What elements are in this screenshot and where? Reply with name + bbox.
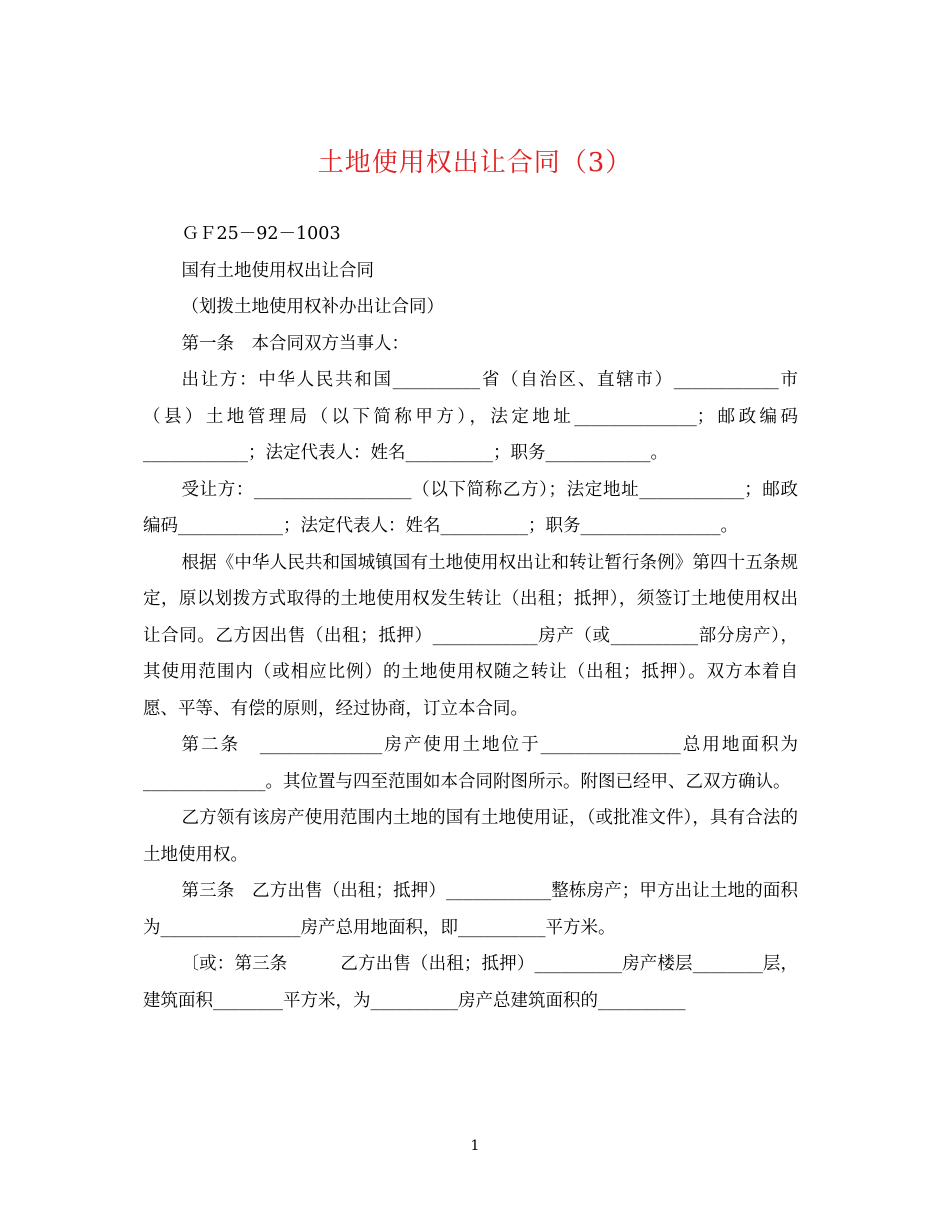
grantee-paragraph: 受让方：__________________（以下简称乙方）；法定地址____________；邮政编码____________；法定代表人：姓名__________；职务________________。 <box>143 479 798 536</box>
article-3-alt-paragraph: 〔或：第三条 乙方出售（出租；抵押）__________房产楼层________层，建筑面积________平方米，为__________房产总建筑面积的__________ <box>143 954 798 1011</box>
article-3-paragraph: 第三条 乙方出售（出租；抵押）____________整栋房产；甲方出让土地的面积为________________房产总用地面积，即__________平方米。 <box>143 881 798 938</box>
land-certificate-paragraph: 乙方领有该房产使用范围内土地的国有土地使用证，（或批准文件），具有合法的土地使用权。 <box>143 808 798 865</box>
contract-heading: 国有土地使用权出让合同 <box>181 260 374 281</box>
grantor-paragraph: 出让方：中华人民共和国__________省（自治区、直辖市）____________市（县）土地管理局（以下简称甲方），法定地址______________；邮政编码____________；法定代表人：姓名__________；职务____________。 <box>143 370 798 463</box>
article-2-paragraph: 第二条 ______________房产使用土地位于________________总用地面积为______________。其位置与四至范围如本合同附图所示。附图已经甲、乙双方确认。 <box>143 735 798 792</box>
page-number: 1 <box>470 1138 480 1154</box>
contract-subheading: （划拨土地使用权补办出让合同） <box>181 297 444 317</box>
article-1-heading: 第一条 本合同双方当事人： <box>181 333 409 354</box>
document-body <box>143 216 798 1019</box>
document-title: 土地使用权出让合同（3） <box>317 148 633 178</box>
basis-paragraph: 根据《中华人民共和国城镇国有土地使用权出让和转让暂行条例》第四十五条规定，原以划拨方式取得的土地使用权发生转让（出租；抵押），须签订土地使用权出让合同。乙方因出售（出租；抵押）____________房产（或__________部分房产），其使用范围内（或相应比例）的土地使用权随之转让（出租；抵押）。双方本着自愿、平等、有偿的原则，经过协商，订立本合同。 <box>143 552 798 719</box>
standard-code: ＧＦ25－92－1003 <box>181 224 341 244</box>
